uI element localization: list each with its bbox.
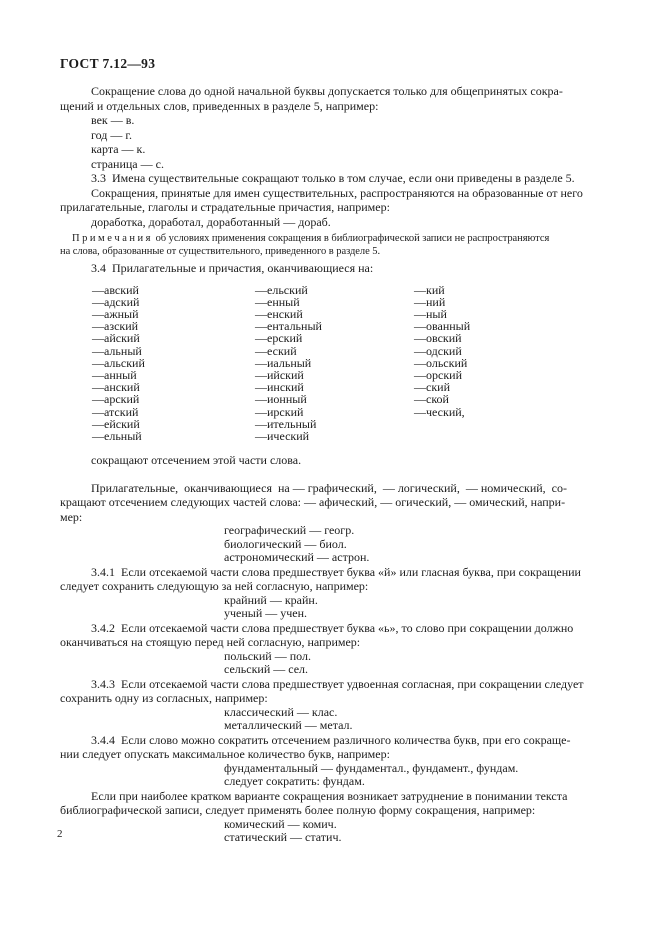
para-block [60, 677, 601, 706]
suffix-item: —альный [92, 343, 142, 358]
suffix-item: —ажный [92, 306, 139, 321]
example-line: комический — комич. [224, 816, 337, 831]
text-line: доработка, доработал, доработанный — дораб. [91, 214, 331, 229]
suffix-item: —енский [255, 306, 303, 321]
suffix-item: —енный [255, 294, 300, 309]
suffix-item: —ованный [414, 319, 471, 334]
example-line: географический — геогр. [224, 523, 355, 538]
suffix-item: —овский [414, 331, 462, 346]
suffix-item: —ский [414, 380, 450, 395]
suffix-item: —анный [92, 367, 137, 382]
suffix-item: —кий [414, 282, 445, 297]
note-block [60, 233, 601, 258]
text-line: 3.4 Прилагательные и причастия, оканчивающиеся на: [91, 261, 374, 275]
text-line: сокращают отсечением этой части слова. [91, 453, 302, 468]
text-line: карта — к. [91, 142, 146, 156]
para-block [60, 565, 601, 594]
suffix-item: —еский [255, 343, 297, 358]
suffix-item: —ионный [255, 392, 307, 407]
examples-block [60, 706, 601, 733]
text-line: мер: [60, 509, 83, 524]
example-line: польский — пол. [224, 648, 311, 663]
suffix-item: —ийский [255, 367, 304, 382]
document-number-header: ГОСТ 7.12—93 [60, 56, 156, 71]
suffix-column-3 [414, 284, 601, 443]
text-line: сохранить одну из согласных, например: [60, 691, 268, 706]
example-line: астрономический — астрон. [224, 550, 370, 565]
suffix-item: —иальный [255, 355, 312, 370]
example-line: классический — клас. [224, 704, 338, 719]
text-line: 3.4.4 Если слово можно сократить отсечением различного количества букв, при его сокраще- [91, 732, 571, 747]
example-line: статический — статич. [224, 830, 342, 845]
suffix-item: —ентальный [255, 319, 322, 334]
examples-block [60, 762, 601, 789]
text-line: 3.4.1 Если отсекаемой части слова предшествует буква «й» или гласная буква, при сокращении [91, 564, 581, 579]
text-line: библиографической записи, следует применять более полную форму сокращения, например: [60, 803, 536, 818]
suffix-item: —ческий, [414, 404, 465, 419]
para-block [60, 453, 601, 468]
examples-block [60, 650, 601, 677]
suffix-item: —ельный [92, 428, 142, 443]
page-number: 2 [57, 828, 63, 840]
suffix-item: —ный [414, 306, 447, 321]
example-line: фундаментальный — фундаментал., фундамент., фундам. [224, 760, 519, 775]
examples-block [60, 594, 601, 621]
text-line: 3.4.3 Если отсекаемой части слова предшествует удвоенная согласная, при сокращении следует [91, 676, 584, 691]
linesind-block [60, 113, 601, 171]
suffix-item: —ический [255, 428, 310, 443]
text-line: год — г. [91, 127, 132, 142]
suffix-item: —арский [92, 392, 140, 407]
text-line: Если при наиболее кратком варианте сокращения возникает затруднение в понимании текста [91, 788, 568, 803]
suffix-item: —ний [414, 294, 446, 309]
example-line: крайний — крайн. [224, 592, 318, 607]
text-line: Сокращение слова до одной начальной буквы допускается только для общепринятых сокра- [91, 84, 563, 98]
page-content [60, 56, 601, 845]
suffix-item: —адский [92, 294, 140, 309]
suffix-column-2 [255, 284, 414, 443]
suffix-item: —айский [92, 331, 140, 346]
suffix-item: —азский [92, 319, 139, 334]
para-block [60, 789, 601, 818]
suffix-item: —ительный [255, 416, 317, 431]
text-line: нии следует опускать максимальное количество букв, например: [60, 747, 390, 762]
para-block [60, 171, 601, 186]
examples-block [60, 818, 601, 845]
text-line: Прилагательные, оканчивающиеся на — графический, — логический, — номический, со- [91, 480, 568, 495]
example-line: металлический — метал. [224, 718, 353, 733]
suffix-item: —ейский [92, 416, 140, 431]
text-line: следует сохранить следующую за ней согласную, например: [60, 579, 369, 594]
suffix-item: —ской [414, 392, 449, 407]
text-line: на слова, образованные от существительного, приведенного в разделе 5. [60, 245, 381, 257]
text-line: кращают отсечением следующих частей слова: — афический, — огический, — омический, напри- [60, 495, 566, 510]
para-block [60, 261, 601, 276]
suffix-item: —орский [414, 367, 462, 382]
para-block [60, 481, 601, 525]
para-block [60, 733, 601, 762]
suffix-column-1 [92, 284, 255, 443]
suffix-item: —инский [255, 380, 304, 395]
text-line: страница — с. [91, 156, 164, 171]
suffix-item: —атский [92, 404, 139, 419]
text-line: Сокращения, принятые для имен существительных, распространяются на образованные от него [91, 185, 583, 200]
suffix-item: —анский [92, 380, 140, 395]
suffix-item: —авский [92, 282, 139, 297]
text-line: прилагательные, глаголы и страдательные причастия, например: [60, 200, 390, 214]
text-line: П р и м е ч а н и я об условиях применения сокращения в библиографической записи не распространяются [72, 233, 550, 244]
text-line: 3.3 Имена существительные сокращают только в том случае, если они приведены в разделе 5. [91, 171, 575, 185]
suffix-item: —ельский [255, 282, 308, 297]
text-line: 3.4.2 Если отсекаемой части слова предшествует буква «ь», то слово при сокращении должно [91, 620, 574, 635]
example-line: сельский — сел. [224, 662, 309, 677]
suffix-item: —одский [414, 343, 462, 358]
example-line: биологический — биол. [224, 536, 347, 551]
para-block [60, 84, 601, 113]
para-block [60, 186, 601, 215]
example-line: ученый — учен. [224, 606, 308, 621]
text-line: оканчиваться на стоящую перед ней согласную, например: [60, 635, 361, 650]
text-line: щений и отдельных слов, приведенных в разделе 5, например: [60, 98, 379, 113]
suffix-table [60, 284, 601, 443]
content-blocks [60, 84, 601, 845]
examples-block [60, 524, 601, 565]
text-line: век — в. [91, 113, 135, 127]
para-block [60, 621, 601, 650]
suffix-item: —ольский [414, 355, 468, 370]
suffix-item: —ерский [255, 331, 303, 346]
suffix-item: —ирский [255, 404, 304, 419]
suffix-item: —альский [92, 355, 145, 370]
linesind-block [60, 215, 601, 230]
example-line: следует сократить: фундам. [224, 774, 365, 789]
